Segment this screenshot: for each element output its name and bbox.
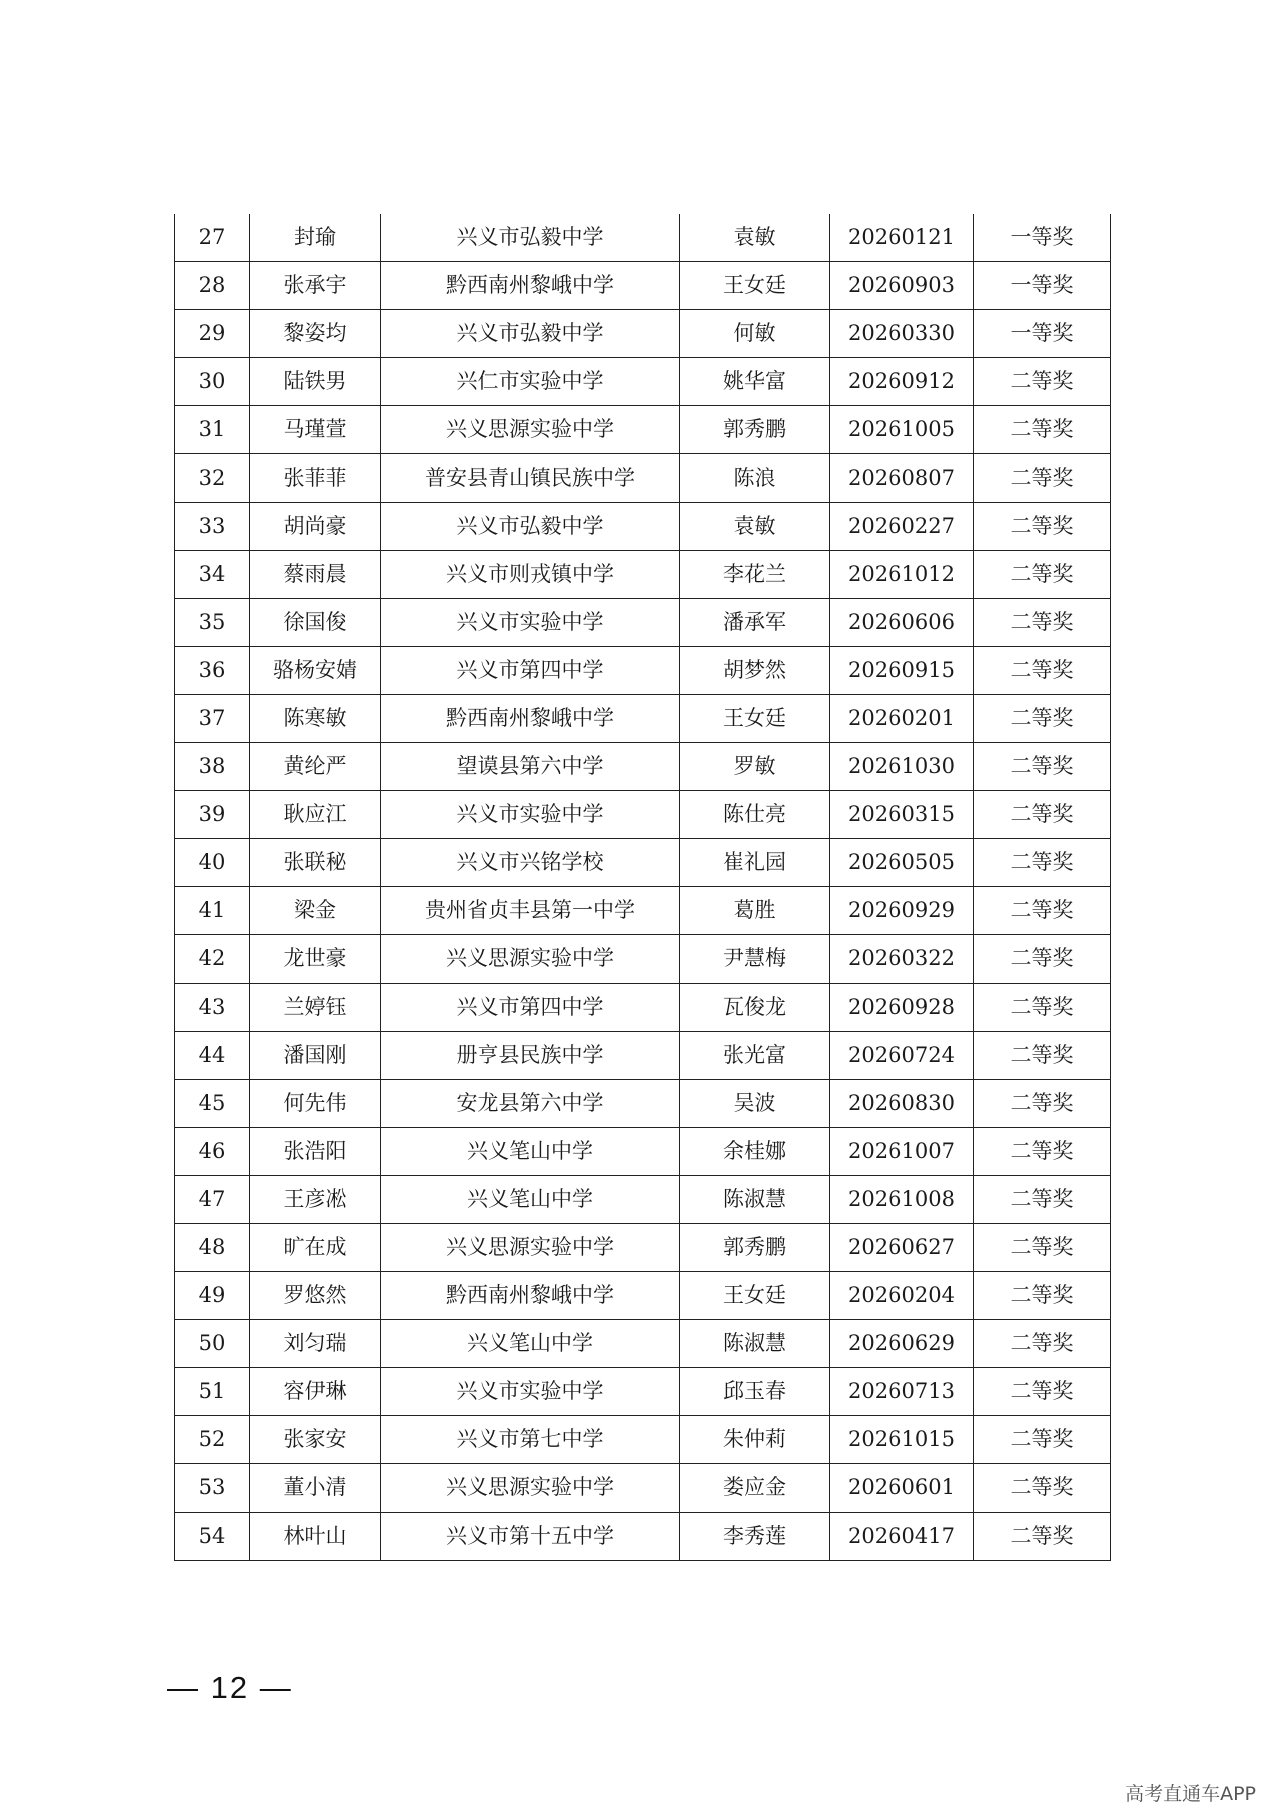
teacher-name-cell: 葛胜 — [680, 887, 830, 935]
student-name-cell: 胡尚豪 — [250, 502, 381, 550]
student-name-cell: 潘国刚 — [250, 1031, 381, 1079]
student-name-cell: 耿应江 — [250, 791, 381, 839]
school-name-cell: 兴义市第四中学 — [381, 646, 680, 694]
entry-id-cell: 20260912 — [830, 358, 974, 406]
entry-id-cell: 20260204 — [830, 1272, 974, 1320]
row-number-cell: 33 — [175, 502, 250, 550]
entry-id-cell: 20260322 — [830, 935, 974, 983]
page-number: — 12 — — [167, 1670, 293, 1705]
row-number-cell: 53 — [175, 1464, 250, 1512]
award-level-cell: 二等奖 — [974, 791, 1111, 839]
award-list-table — [174, 214, 1111, 1561]
teacher-name-cell: 袁敏 — [680, 502, 830, 550]
award-level-cell: 二等奖 — [974, 406, 1111, 454]
school-name-cell: 兴义笔山中学 — [381, 1320, 680, 1368]
table-row — [175, 743, 1111, 791]
teacher-name-cell: 娄应金 — [680, 1464, 830, 1512]
teacher-name-cell: 姚华富 — [680, 358, 830, 406]
row-number-cell: 43 — [175, 983, 250, 1031]
table-row — [175, 983, 1111, 1031]
entry-id-cell: 20260929 — [830, 887, 974, 935]
table-row — [175, 262, 1111, 310]
row-number-cell: 35 — [175, 598, 250, 646]
award-level-cell: 二等奖 — [974, 1368, 1111, 1416]
entry-id-cell: 20260601 — [830, 1464, 974, 1512]
student-name-cell: 陈寒敏 — [250, 694, 381, 742]
entry-id-cell: 20260724 — [830, 1031, 974, 1079]
teacher-name-cell: 陈淑慧 — [680, 1320, 830, 1368]
row-number-cell: 30 — [175, 358, 250, 406]
teacher-name-cell: 何敏 — [680, 310, 830, 358]
student-name-cell: 徐国俊 — [250, 598, 381, 646]
award-level-cell: 二等奖 — [974, 502, 1111, 550]
teacher-name-cell: 李花兰 — [680, 550, 830, 598]
award-level-cell: 二等奖 — [974, 743, 1111, 791]
award-level-cell: 一等奖 — [974, 262, 1111, 310]
award-level-cell: 二等奖 — [974, 1320, 1111, 1368]
school-name-cell: 兴义市第十五中学 — [381, 1512, 680, 1560]
row-number-cell: 32 — [175, 454, 250, 502]
school-name-cell: 兴义市兴铭学校 — [381, 839, 680, 887]
school-name-cell: 兴义市第四中学 — [381, 983, 680, 1031]
row-number-cell: 40 — [175, 839, 250, 887]
table-row — [175, 1416, 1111, 1464]
student-name-cell: 马瑾萱 — [250, 406, 381, 454]
school-name-cell: 兴义笔山中学 — [381, 1175, 680, 1223]
school-name-cell: 兴义市实验中学 — [381, 598, 680, 646]
award-level-cell: 二等奖 — [974, 598, 1111, 646]
award-level-cell: 二等奖 — [974, 1464, 1111, 1512]
school-name-cell: 兴义思源实验中学 — [381, 406, 680, 454]
row-number-cell: 37 — [175, 694, 250, 742]
school-name-cell: 兴义市第七中学 — [381, 1416, 680, 1464]
teacher-name-cell: 邱玉春 — [680, 1368, 830, 1416]
teacher-name-cell: 袁敏 — [680, 214, 830, 262]
award-level-cell: 二等奖 — [974, 1416, 1111, 1464]
student-name-cell: 黄纶严 — [250, 743, 381, 791]
school-name-cell: 黔西南州黎峨中学 — [381, 694, 680, 742]
school-name-cell: 册亨县民族中学 — [381, 1031, 680, 1079]
student-name-cell: 容伊琳 — [250, 1368, 381, 1416]
teacher-name-cell: 余桂娜 — [680, 1127, 830, 1175]
student-name-cell: 黎姿均 — [250, 310, 381, 358]
student-name-cell: 张联秘 — [250, 839, 381, 887]
row-number-cell: 44 — [175, 1031, 250, 1079]
row-number-cell: 52 — [175, 1416, 250, 1464]
teacher-name-cell: 崔礼园 — [680, 839, 830, 887]
award-level-cell: 二等奖 — [974, 983, 1111, 1031]
teacher-name-cell: 瓦俊龙 — [680, 983, 830, 1031]
award-level-cell: 二等奖 — [974, 1512, 1111, 1560]
table-row — [175, 1127, 1111, 1175]
row-number-cell: 45 — [175, 1079, 250, 1127]
table-row — [175, 646, 1111, 694]
entry-id-cell: 20260629 — [830, 1320, 974, 1368]
table-row — [175, 550, 1111, 598]
award-level-cell: 二等奖 — [974, 839, 1111, 887]
award-level-cell: 一等奖 — [974, 310, 1111, 358]
table-row — [175, 1272, 1111, 1320]
student-name-cell: 蔡雨晨 — [250, 550, 381, 598]
student-name-cell: 骆杨安婧 — [250, 646, 381, 694]
teacher-name-cell: 陈淑慧 — [680, 1175, 830, 1223]
row-number-cell: 36 — [175, 646, 250, 694]
table-row — [175, 454, 1111, 502]
table-row — [175, 358, 1111, 406]
table-row — [175, 1175, 1111, 1223]
school-name-cell: 兴义市弘毅中学 — [381, 502, 680, 550]
school-name-cell: 望谟县第六中学 — [381, 743, 680, 791]
entry-id-cell: 20260417 — [830, 1512, 974, 1560]
school-name-cell: 兴义思源实验中学 — [381, 935, 680, 983]
school-name-cell: 兴仁市实验中学 — [381, 358, 680, 406]
table-row — [175, 887, 1111, 935]
award-level-cell: 二等奖 — [974, 694, 1111, 742]
entry-id-cell: 20260505 — [830, 839, 974, 887]
school-name-cell: 普安县青山镇民族中学 — [381, 454, 680, 502]
teacher-name-cell: 李秀莲 — [680, 1512, 830, 1560]
table-row — [175, 1464, 1111, 1512]
table-row — [175, 694, 1111, 742]
student-name-cell: 旷在成 — [250, 1223, 381, 1271]
row-number-cell: 54 — [175, 1512, 250, 1560]
student-name-cell: 刘匀瑞 — [250, 1320, 381, 1368]
table-row — [175, 1320, 1111, 1368]
student-name-cell: 兰婷钰 — [250, 983, 381, 1031]
student-name-cell: 龙世豪 — [250, 935, 381, 983]
entry-id-cell: 20260915 — [830, 646, 974, 694]
student-name-cell: 张浩阳 — [250, 1127, 381, 1175]
table-row — [175, 791, 1111, 839]
award-level-cell: 二等奖 — [974, 646, 1111, 694]
school-name-cell: 兴义市实验中学 — [381, 1368, 680, 1416]
award-level-cell: 二等奖 — [974, 1031, 1111, 1079]
row-number-cell: 42 — [175, 935, 250, 983]
entry-id-cell: 20260121 — [830, 214, 974, 262]
table-row — [175, 1368, 1111, 1416]
award-table-body — [175, 214, 1111, 1560]
table-row — [175, 310, 1111, 358]
row-number-cell: 46 — [175, 1127, 250, 1175]
table-row — [175, 1512, 1111, 1560]
teacher-name-cell: 张光富 — [680, 1031, 830, 1079]
student-name-cell: 陆铁男 — [250, 358, 381, 406]
entry-id-cell: 20260928 — [830, 983, 974, 1031]
row-number-cell: 47 — [175, 1175, 250, 1223]
award-level-cell: 二等奖 — [974, 358, 1111, 406]
teacher-name-cell: 罗敏 — [680, 743, 830, 791]
row-number-cell: 49 — [175, 1272, 250, 1320]
school-name-cell: 黔西南州黎峨中学 — [381, 262, 680, 310]
entry-id-cell: 20260315 — [830, 791, 974, 839]
entry-id-cell: 20260201 — [830, 694, 974, 742]
student-name-cell: 封瑜 — [250, 214, 381, 262]
teacher-name-cell: 王女廷 — [680, 262, 830, 310]
school-name-cell: 兴义思源实验中学 — [381, 1223, 680, 1271]
teacher-name-cell: 王女廷 — [680, 1272, 830, 1320]
award-level-cell: 二等奖 — [974, 887, 1111, 935]
teacher-name-cell: 王女廷 — [680, 694, 830, 742]
student-name-cell: 梁金 — [250, 887, 381, 935]
teacher-name-cell: 郭秀鹏 — [680, 1223, 830, 1271]
teacher-name-cell: 吴波 — [680, 1079, 830, 1127]
row-number-cell: 48 — [175, 1223, 250, 1271]
teacher-name-cell: 郭秀鹏 — [680, 406, 830, 454]
table-row — [175, 935, 1111, 983]
award-level-cell: 二等奖 — [974, 1079, 1111, 1127]
student-name-cell: 林叶山 — [250, 1512, 381, 1560]
award-level-cell: 二等奖 — [974, 1223, 1111, 1271]
table-row — [175, 1079, 1111, 1127]
award-level-cell: 二等奖 — [974, 1127, 1111, 1175]
school-name-cell: 兴义市弘毅中学 — [381, 310, 680, 358]
school-name-cell: 兴义思源实验中学 — [381, 1464, 680, 1512]
teacher-name-cell: 朱仲莉 — [680, 1416, 830, 1464]
entry-id-cell: 20261008 — [830, 1175, 974, 1223]
award-level-cell: 二等奖 — [974, 1272, 1111, 1320]
table-row — [175, 406, 1111, 454]
entry-id-cell: 20261030 — [830, 743, 974, 791]
row-number-cell: 41 — [175, 887, 250, 935]
entry-id-cell: 20260713 — [830, 1368, 974, 1416]
table-row — [175, 502, 1111, 550]
award-level-cell: 二等奖 — [974, 550, 1111, 598]
entry-id-cell: 20261005 — [830, 406, 974, 454]
entry-id-cell: 20260227 — [830, 502, 974, 550]
entry-id-cell: 20260903 — [830, 262, 974, 310]
teacher-name-cell: 潘承军 — [680, 598, 830, 646]
entry-id-cell: 20261012 — [830, 550, 974, 598]
table-row — [175, 839, 1111, 887]
student-name-cell: 张承宇 — [250, 262, 381, 310]
row-number-cell: 50 — [175, 1320, 250, 1368]
entry-id-cell: 20260606 — [830, 598, 974, 646]
teacher-name-cell: 胡梦然 — [680, 646, 830, 694]
entry-id-cell: 20261015 — [830, 1416, 974, 1464]
entry-id-cell: 20261007 — [830, 1127, 974, 1175]
student-name-cell: 王彦凇 — [250, 1175, 381, 1223]
school-name-cell: 兴义市实验中学 — [381, 791, 680, 839]
school-name-cell: 兴义市弘毅中学 — [381, 214, 680, 262]
table-row — [175, 1031, 1111, 1079]
school-name-cell: 贵州省贞丰县第一中学 — [381, 887, 680, 935]
table-row — [175, 1223, 1111, 1271]
student-name-cell: 何先伟 — [250, 1079, 381, 1127]
award-level-cell: 二等奖 — [974, 454, 1111, 502]
row-number-cell: 28 — [175, 262, 250, 310]
entry-id-cell: 20260627 — [830, 1223, 974, 1271]
row-number-cell: 27 — [175, 214, 250, 262]
teacher-name-cell: 尹慧梅 — [680, 935, 830, 983]
row-number-cell: 34 — [175, 550, 250, 598]
table-row — [175, 214, 1111, 262]
school-name-cell: 安龙县第六中学 — [381, 1079, 680, 1127]
student-name-cell: 罗悠然 — [250, 1272, 381, 1320]
award-level-cell: 二等奖 — [974, 935, 1111, 983]
row-number-cell: 38 — [175, 743, 250, 791]
entry-id-cell: 20260330 — [830, 310, 974, 358]
row-number-cell: 29 — [175, 310, 250, 358]
school-name-cell: 兴义笔山中学 — [381, 1127, 680, 1175]
row-number-cell: 31 — [175, 406, 250, 454]
row-number-cell: 51 — [175, 1368, 250, 1416]
watermark-label: 高考直通车APP — [1125, 1783, 1256, 1805]
row-number-cell: 39 — [175, 791, 250, 839]
award-level-cell: 二等奖 — [974, 1175, 1111, 1223]
teacher-name-cell: 陈浪 — [680, 454, 830, 502]
teacher-name-cell: 陈仕亮 — [680, 791, 830, 839]
entry-id-cell: 20260830 — [830, 1079, 974, 1127]
student-name-cell: 张家安 — [250, 1416, 381, 1464]
entry-id-cell: 20260807 — [830, 454, 974, 502]
table-row — [175, 598, 1111, 646]
award-level-cell: 一等奖 — [974, 214, 1111, 262]
school-name-cell: 兴义市则戎镇中学 — [381, 550, 680, 598]
student-name-cell: 董小清 — [250, 1464, 381, 1512]
school-name-cell: 黔西南州黎峨中学 — [381, 1272, 680, 1320]
student-name-cell: 张菲菲 — [250, 454, 381, 502]
